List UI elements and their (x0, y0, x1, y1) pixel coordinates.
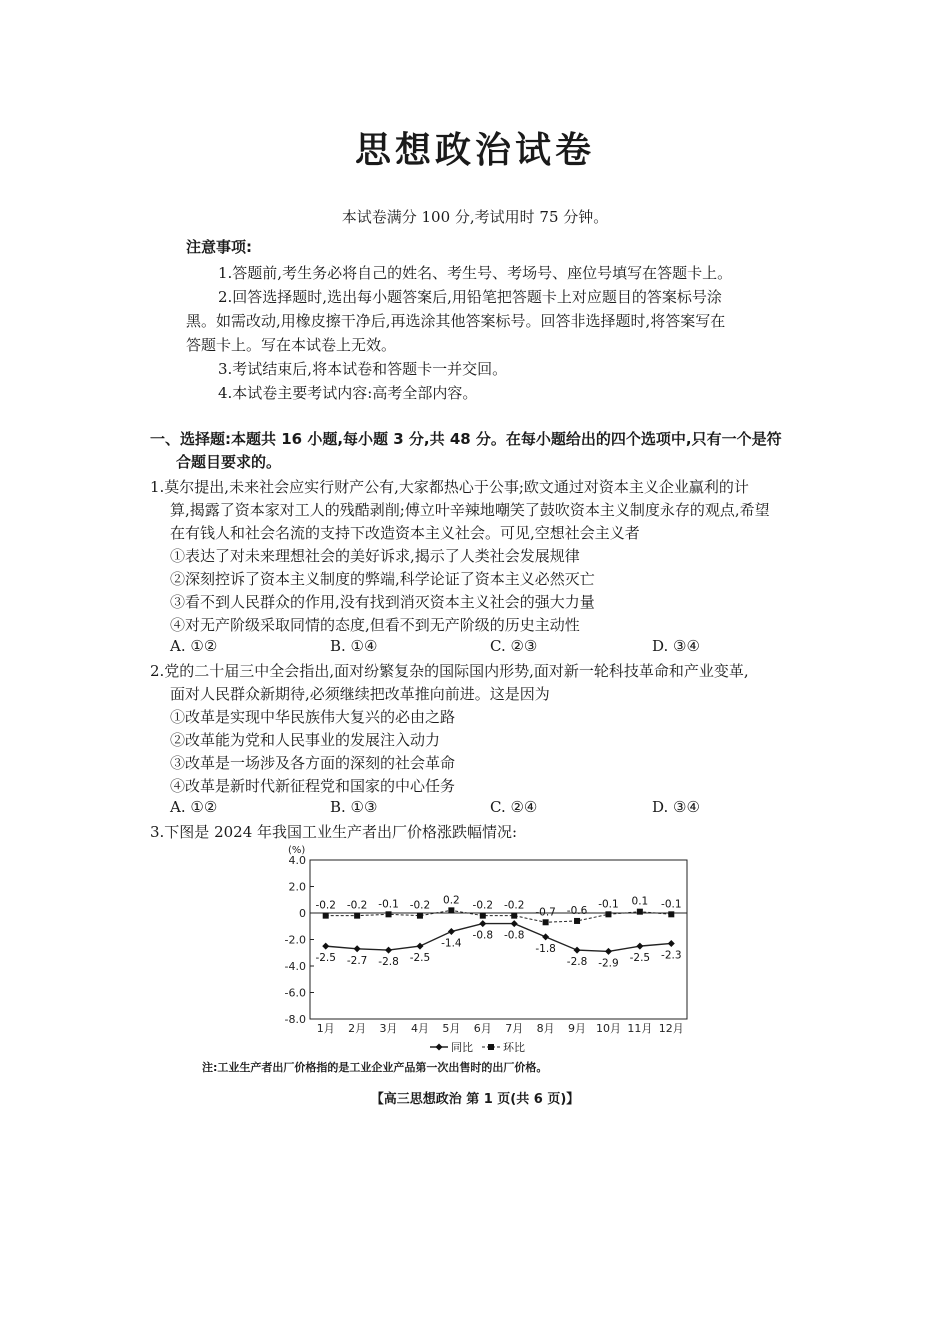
notice-line: 黑。如需改动,用橡皮擦干净后,再选涂其他答案标号。回答非选择题时,将答案写在 (186, 312, 726, 330)
q1-item: ④对无产阶级采取同情的态度,但看不到无产阶级的历史主动性 (170, 616, 580, 634)
yoy-point (668, 940, 675, 947)
legend-mom-label: 环比 (503, 1041, 525, 1052)
x-tick-label: 10月 (595, 1022, 621, 1035)
plot-frame (310, 860, 687, 1019)
yoy-data-label: -2.7 (346, 954, 368, 967)
q2-option-a: A. ①② (170, 798, 218, 816)
page-footer: 【高三思想政治 第 1 页(共 6 页)】 (370, 1092, 580, 1107)
q1-option-a: A. ①② (170, 637, 218, 655)
q3-stem: 3.下图是 2024 年我国工业生产者出厂价格涨跌幅情况: (150, 823, 518, 841)
ppi-line-chart (255, 840, 715, 1052)
q1-option-d: D. ③④ (652, 637, 700, 655)
x-tick-label: 4月 (410, 1022, 429, 1035)
yoy-data-label: -2.5 (315, 952, 336, 965)
yoy-point (322, 943, 329, 950)
section-heading: 一、选择题:本题共 16 小题,每小题 3 分,共 48 分。在每小题给出的四个选项中,只有一个是符 (150, 430, 782, 448)
x-tick-label: 12月 (658, 1022, 684, 1035)
exam-subtitle: 本试卷满分 100 分,考试用时 75 分钟。 (341, 208, 609, 226)
yoy-data-label: -2.3 (661, 949, 682, 962)
mom-point (323, 913, 329, 919)
y-tick-label: 0 (299, 907, 306, 920)
y-tick-label: -2.0 (284, 933, 306, 947)
q2-item: ①改革是实现中华民族伟大复兴的必由之路 (170, 708, 456, 726)
yoy-data-label: -2.8 (566, 956, 588, 969)
q2-stem: 2.党的二十届三中全会指出,面对纷繁复杂的国际国内形势,面对新一轮科技革命和产业变革, (150, 662, 749, 680)
y-tick-label: -6.0 (284, 986, 306, 1000)
y-tick-label: -8.0 (284, 1013, 306, 1026)
legend-yoy-label: 同比 (451, 1041, 473, 1052)
notice-line: 4.本试卷主要考试内容:高考全部内容。 (218, 384, 478, 402)
notice-line: 答题卡上。写在本试卷上无效。 (186, 336, 397, 354)
mom-point (448, 907, 454, 913)
y-tick-label: -4.0 (284, 960, 306, 973)
q1-item: ②深刻控诉了资本主义制度的弊端,科学论证了资本主义必然灭亡 (170, 570, 595, 588)
mom-data-label: -0.7 (535, 906, 556, 919)
yoy-point (542, 933, 549, 940)
section-heading-cont: 合题目要求的。 (176, 453, 282, 471)
mom-data-label: -0.2 (346, 899, 368, 912)
mom-data-label: -0.2 (409, 899, 431, 912)
mom-point (511, 913, 517, 919)
x-tick-label: 7月 (505, 1022, 524, 1035)
mom-data-label: -0.1 (378, 898, 399, 911)
q1-stem: 在有钱人和社会名流的支持下改造资本主义社会。可见,空想社会主义者 (170, 524, 640, 542)
yoy-point (448, 928, 455, 935)
yoy-point (511, 920, 518, 927)
mom-point (480, 913, 486, 919)
q2-option-c: C. ②④ (490, 798, 538, 816)
yoy-data-label: -2.5 (409, 952, 431, 965)
yoy-point (354, 945, 361, 952)
q2-item: ③改革是一场涉及各方面的深刻的社会革命 (170, 754, 456, 772)
legend-yoy-marker (436, 1044, 443, 1051)
mom-point (605, 911, 611, 917)
mom-point (543, 919, 549, 925)
mom-point (417, 913, 423, 919)
notice-line: 1.答题前,考生务必将自己的姓名、考生号、考场号、座位号填写在答题卡上。 (218, 264, 733, 282)
notice-line: 3.考试结束后,将本试卷和答题卡一并交回。 (218, 360, 508, 378)
yoy-point (605, 948, 612, 955)
yoy-point (636, 943, 643, 950)
x-tick-label: 5月 (442, 1022, 461, 1035)
yoy-data-label: -1.4 (441, 937, 462, 950)
q2-option-d: D. ③④ (652, 798, 700, 816)
legend-mom-marker (488, 1044, 494, 1050)
page-title: 思想政治试卷 (354, 130, 595, 171)
mom-data-label: -0.6 (566, 904, 588, 917)
q1-item: ③看不到人民群众的作用,没有找到消灭资本主义社会的强大力量 (170, 593, 595, 611)
y-tick-label: 4.0 (288, 854, 306, 867)
q1-item: ①表达了对未来理想社会的美好诉求,揭示了人类社会发展规律 (170, 547, 580, 565)
yoy-data-label: -2.5 (629, 952, 651, 965)
mom-data-label: -0.1 (661, 898, 682, 911)
yoy-point (479, 920, 486, 927)
q2-item: ④改革是新时代新征程党和国家的中心任务 (170, 777, 456, 795)
q1-option-c: C. ②③ (490, 637, 538, 655)
yoy-data-label: -2.8 (378, 956, 399, 969)
series-line-mom (326, 910, 672, 922)
x-tick-label: 9月 (568, 1022, 587, 1035)
q2-option-b: B. ①③ (330, 798, 378, 816)
x-tick-label: 3月 (379, 1022, 398, 1035)
x-tick-label: 2月 (348, 1022, 367, 1035)
x-tick-label: 8月 (536, 1022, 555, 1035)
yoy-point (385, 947, 392, 954)
y-axis-label: (%) (288, 845, 306, 856)
q1-stem: 算,揭露了资本家对工人的残酷剥削;傅立叶辛辣地嘲笑了鼓吹资本主义制度永存的观点,希望 (170, 501, 770, 519)
mom-data-label: -0.2 (315, 899, 336, 912)
series-line-yoy (326, 924, 672, 952)
y-tick-label: 2.0 (288, 880, 306, 894)
mom-data-label: 0.1 (631, 895, 649, 908)
yoy-data-label: -2.9 (598, 957, 619, 970)
mom-point (386, 911, 392, 917)
mom-data-label: -0.2 (472, 899, 494, 912)
yoy-point (574, 947, 581, 954)
mom-point (637, 909, 643, 915)
mom-data-label: 0.2 (443, 894, 460, 907)
q1-option-b: B. ①④ (330, 637, 378, 655)
yoy-data-label: -1.8 (535, 942, 556, 955)
notice-heading: 注意事项: (186, 238, 252, 256)
yoy-point (416, 943, 423, 950)
mom-data-label: -0.2 (503, 899, 525, 912)
chart-note: 注:工业生产者出厂价格指的是工业企业产品第一次出售时的出厂价格。 (202, 1061, 548, 1074)
x-tick-label: 1月 (316, 1022, 335, 1035)
mom-data-label: -0.1 (598, 898, 619, 911)
q2-stem: 面对人民群众新期待,必须继续把改革推向前进。这是因为 (170, 685, 550, 703)
mom-point (574, 918, 580, 924)
yoy-data-label: -0.8 (472, 929, 494, 942)
notice-line: 2.回答选择题时,选出每小题答案后,用铅笔把答题卡上对应题目的答案标号涂 (218, 288, 722, 306)
q1-stem: 1.莫尔提出,未来社会应实行财产公有,大家都热心于公事;欧文通过对资本主义企业赢利的计 (150, 478, 749, 496)
x-tick-label: 6月 (473, 1022, 492, 1035)
mom-point (354, 913, 360, 919)
x-tick-label: 11月 (627, 1022, 653, 1035)
mom-point (668, 911, 674, 917)
q2-item: ②改革能为党和人民事业的发展注入动力 (170, 731, 441, 749)
yoy-data-label: -0.8 (503, 929, 525, 942)
